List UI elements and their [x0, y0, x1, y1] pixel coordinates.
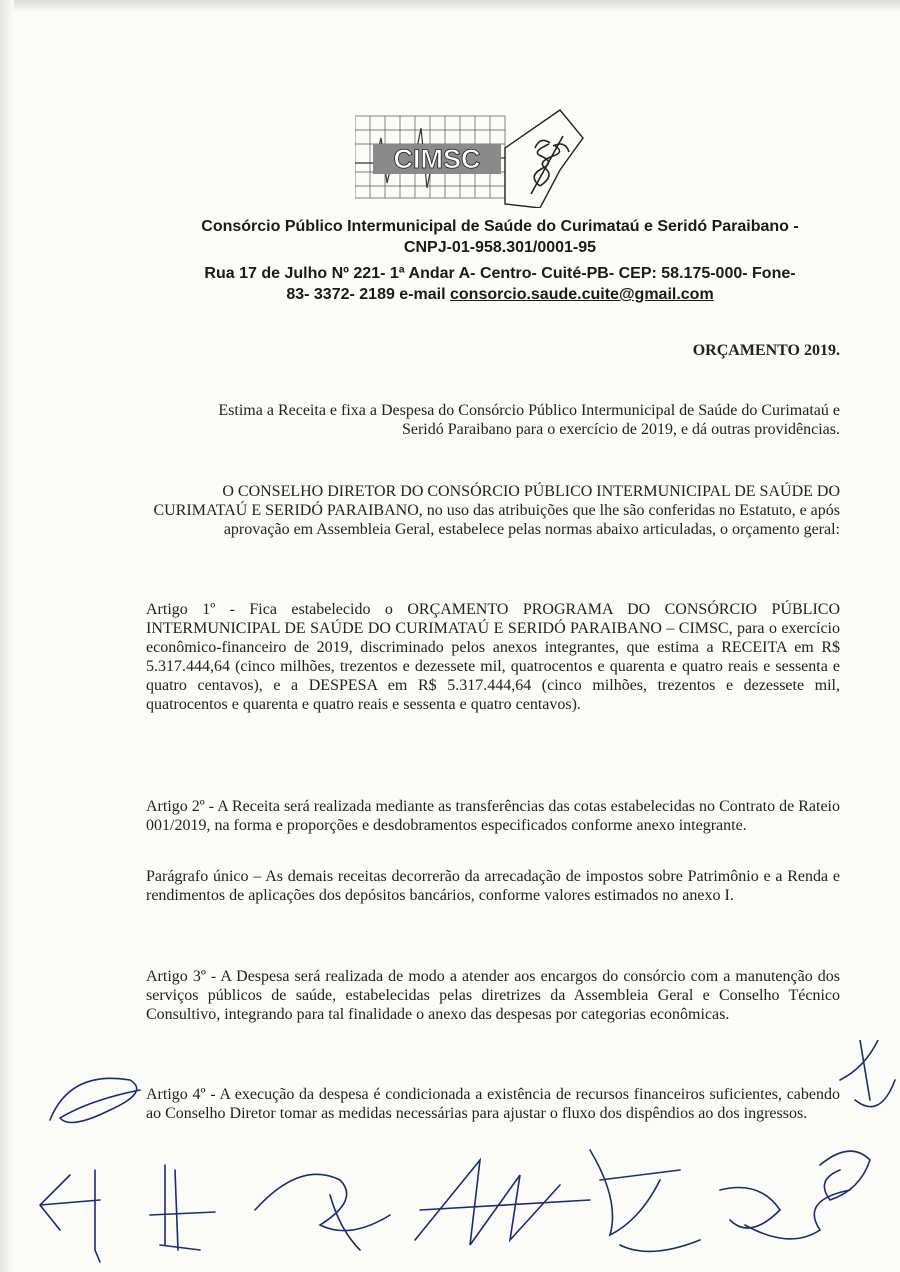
logo-text: CIMSC [393, 144, 481, 174]
cnpj: CNPJ-01-958.301/0001-95 [403, 239, 597, 256]
signature-left-margin [50, 1078, 140, 1122]
signature-5 [590, 1150, 700, 1251]
signature-4 [415, 1160, 590, 1245]
signature-3 [255, 1174, 390, 1250]
artigo-2: Artigo 2º - A Receita será realizada mediante as transferências das cotas estabelecidas no Contrato de Rateio 001/2019, na forma e proporções e desdobramentos especificados conforme anexo integrante. [146, 798, 840, 834]
org-name: Consórcio Público Intermunicipal de Saúde do Curimataú e Seridó Paraibano - [201, 218, 799, 235]
address-line-1: Rua 17 de Julho Nº 221- 1ª Andar A- Centro- Cuité-PB- CEP: 58.175-000- Fone- [204, 265, 796, 282]
signature-2 [150, 1165, 215, 1250]
signature-right-margin [840, 1040, 895, 1107]
artigo-1: Artigo 1º - Fica estabelecido o ORÇAMENTO PROGRAMA DO CONSÓRCIO PÚBLICO INTERMUNICIPAL DE SAÚDE DO CURIMATAÚ E SERIDÓ PARAIBANO – CIMSC, para o exercício econômico-financeiro de 2019, discriminado pelos anexos integrantes, que estima a RECEITA em R$ 5.317.444,64 (cinco milhões, trezentos e dezessete mil, quatrocentos e quarenta e quatro reais e sessenta e quatro centavos), e a DESPESA em R$ 5.317.444,64 (cinco milhões, trezentos e dezessete mil, quatrocentos e quarenta e quatro reais e sessenta e quatro centavos). [146, 601, 840, 713]
email-link[interactable]: consorcio.saude.cuite@gmail.com [450, 286, 714, 303]
paragrafo-unico: Parágrafo único – As demais receitas decorrerão da arrecadação de impostos sobre Patrimônio e a Renda e rendimentos de aplicações dos depósitos bancários, conforme valores estimados no anexo I. [146, 868, 840, 904]
signature-1 [40, 1170, 100, 1262]
ementa-paragraph: Estima a Receita e fixa a Despesa do Consórcio Público Intermunicipal de Saúde do Curimataú e Seridó Paraibano para o exercício de 2019, e dá outras providências. [218, 402, 840, 438]
handwritten-signatures [0, 1040, 900, 1272]
preamble-paragraph: O CONSELHO DIRETOR DO CONSÓRCIO PÚBLICO INTERMUNICIPAL DE SAÚDE DO CURIMATAÚ E SERIDÓ PARAIBANO, no uso das atribuições que lhe são conferidas no Estatuto, e após aprovação em Assembleia Geral, estabelece pelas normas abaixo articuladas, o orçamento geral: [153, 483, 840, 538]
document-title: ORÇAMENTO 2019. [692, 342, 840, 359]
artigo-3: Artigo 3º - A Despesa será realizada de modo a atender aos encargos do consórcio com a manutenção dos serviços públicos de saúde, estabelecidas pelas diretrizes da Assembleia Geral e Conselho Técnico Consultivo, integrando para tal finalidade o anexo das despesas por categorias econômicas. [146, 968, 840, 1023]
scan-top-edge [0, 0, 900, 12]
address-line-2 [150, 285, 850, 305]
signature-7 [820, 1151, 870, 1200]
cimsc-logo [355, 108, 585, 208]
artigo-4: Artigo 4º - A execução da despesa é condicionada a existência de recursos financeiros suficientes, cabendo ao Conselho Diretor tomar as medidas necessárias para ajustar o fluxo dos dispêndios ao dos ingressos. [146, 1086, 840, 1122]
phone-text: 83- 3372- 2189 e-mail [286, 286, 446, 303]
signature-6 [720, 1188, 850, 1239]
